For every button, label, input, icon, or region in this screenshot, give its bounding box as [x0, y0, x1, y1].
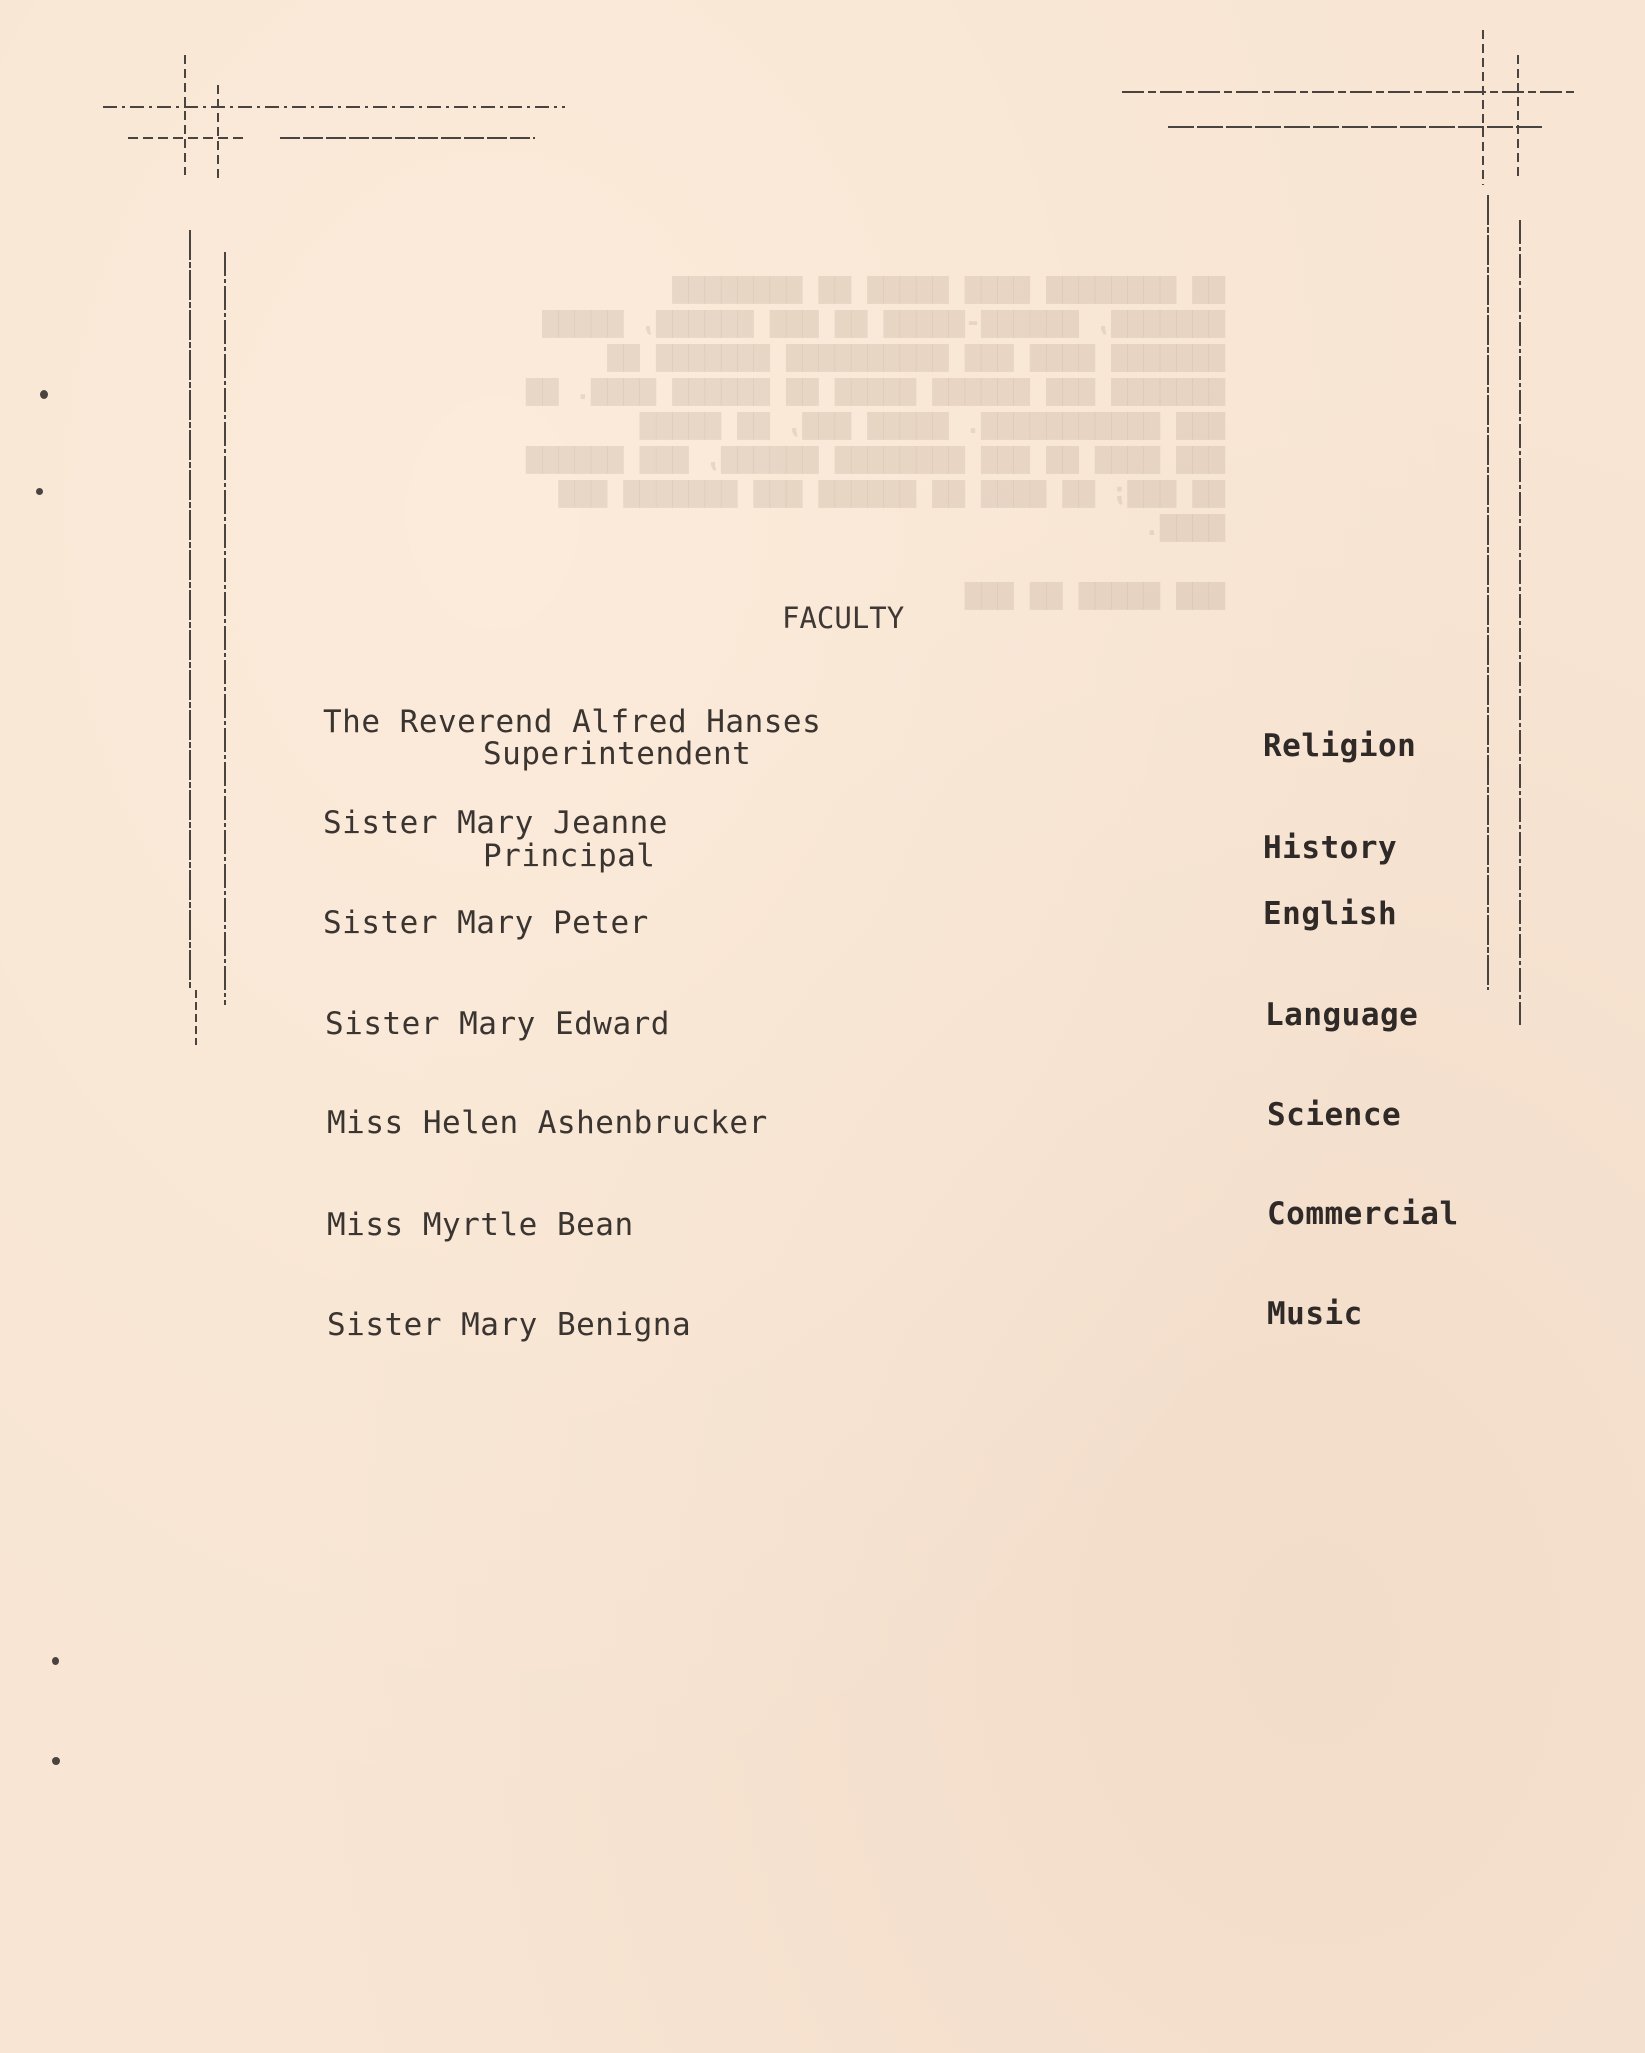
- faculty-name: Sister Mary Jeanne: [323, 805, 668, 841]
- faculty-role: Superintendent: [483, 736, 752, 772]
- faculty-subject: Language: [1265, 997, 1419, 1033]
- faculty-name: The Reverend Alfred Hanses: [323, 704, 822, 740]
- faculty-name: Sister Mary Edward: [325, 1006, 670, 1042]
- page-title: FACULTY: [782, 601, 905, 635]
- faculty-subject: English: [1263, 896, 1398, 932]
- faculty-name: Sister Mary Benigna: [327, 1307, 692, 1343]
- faculty-subject: Commercial: [1267, 1196, 1459, 1232]
- faculty-subject: Science: [1267, 1097, 1402, 1133]
- faculty-name: Miss Myrtle Bean: [327, 1207, 634, 1243]
- faculty-name: Miss Helen Ashenbrucker: [327, 1105, 768, 1141]
- faculty-subject: Religion: [1263, 728, 1417, 764]
- faculty-subject: History: [1263, 830, 1398, 866]
- faculty-role: Principal: [483, 838, 656, 874]
- bleed-through-text: ▇▇ ▇▇▇▇▇▇▇▇ ▇▇▇▇ ▇▇▇▇▇ ▇▇ ▇▇▇▇▇▇▇▇ ▇▇▇▇▇▇▇, ▇▇▇▇▇▇-▇▇▇▇▇ ▇▇ ▇▇▇ ▇▇▇▇▇▇, ▇▇▇▇▇ ▇▇▇▇▇▇▇ ▇▇▇▇ ▇▇▇ ▇▇▇▇▇▇▇▇▇▇ ▇▇▇▇▇▇▇ ▇▇ ▇▇▇▇▇▇▇ ▇▇▇ ▇▇▇▇▇▇ ▇▇▇▇▇ ▇▇ ▇▇▇▇▇▇ ▇▇▇▇. ▇▇ ▇▇▇ ▇▇▇▇▇▇▇▇▇▇▇. ▇▇▇▇▇ ▇▇▇, ▇▇ ▇▇▇▇▇ ▇▇▇ ▇▇▇▇ ▇▇ ▇▇▇ ▇▇▇▇▇▇▇▇ ▇▇▇▇▇▇, ▇▇▇ ▇▇▇▇▇▇ ▇▇ ▇▇▇; ▇▇ ▇▇▇▇ ▇▇ ▇▇▇▇▇▇ ▇▇▇ ▇▇▇▇▇▇▇ ▇▇▇ ▇▇▇▇. ▇▇▇ ▇▇▇▇▇ ▇▇ ▇▇▇: [526, 273, 1225, 610]
- faculty-subject: Music: [1267, 1296, 1363, 1332]
- faculty-name: Sister Mary Peter: [323, 905, 649, 941]
